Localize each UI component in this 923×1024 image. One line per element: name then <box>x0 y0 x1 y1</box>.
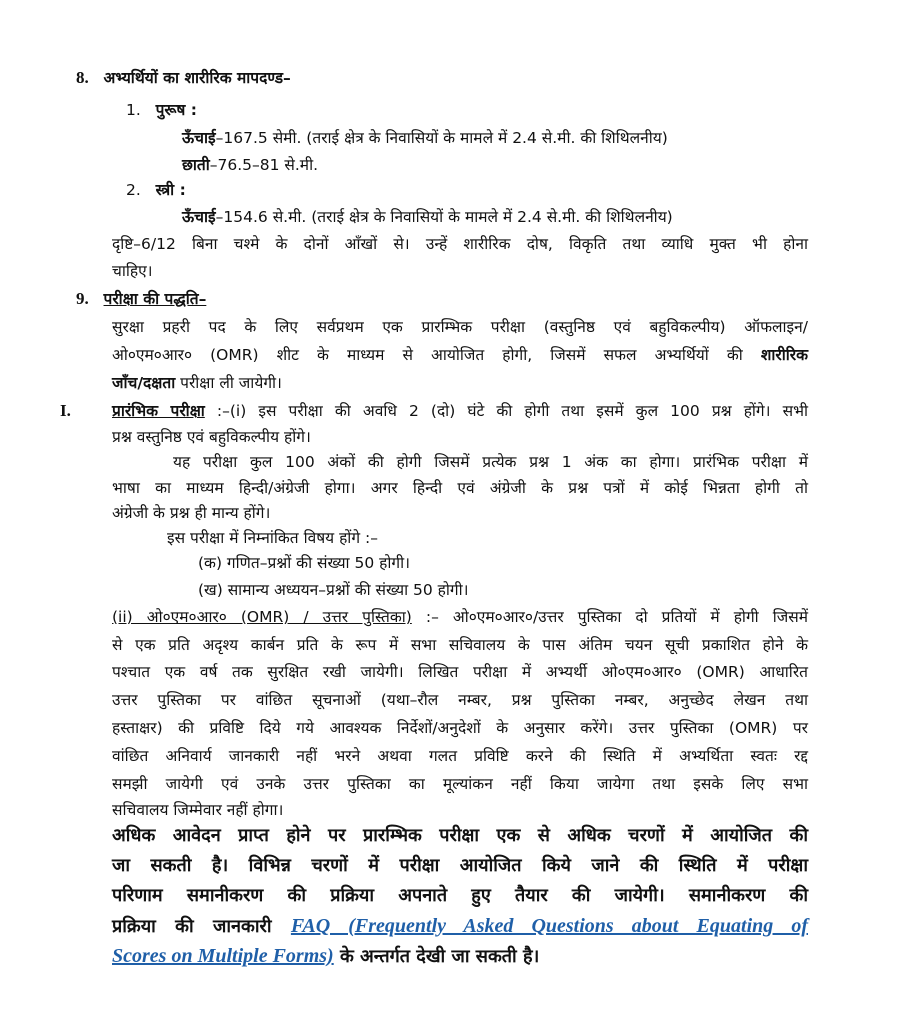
vision-line-1: दृष्टि–6/12 बिना चश्मे के दोनों आँखों से। उन्हें शारीरिक दोष, विकृति तथा व्याधि मुक्त भी होना <box>112 235 808 253</box>
omr-heading: (ii) ओ०एम०आर० (OMR) / उत्तर पुस्तिका) <box>112 608 412 626</box>
sec9-bold-term: जाँच/दक्षता <box>112 374 176 392</box>
sec9-line-3-text: परीक्षा ली जायेगी। <box>175 374 282 392</box>
item-number: 1. <box>126 101 141 119</box>
male-criteria-heading <box>126 96 197 124</box>
omr-line-1 <box>112 603 808 631</box>
subject-general-studies: (ख) सामान्य अध्ययन–प्रश्नों की संख्या 50 होगी। <box>198 581 469 599</box>
female-height-line <box>182 203 673 231</box>
secI-p2-line-3: अंग्रेजी के प्रश्न ही मान्य होंगे। <box>112 504 271 522</box>
faq-link-continued[interactable]: Scores on Multiple Forms) <box>112 945 334 967</box>
height-text: –154.6 से.मी. (तराई क्षेत्र के निवासियों के मामले में 2.4 से.मी. की शिथिलनीय) <box>215 208 673 226</box>
omr-line-3: पश्चात एक वर्ष तक सुरक्षित रखी जायेगी। लिखित परीक्षा में अभ्यर्थी ओ०एम०आर० (OMR) आधारित <box>112 663 808 681</box>
subjects-intro: इस परीक्षा में निम्नांकित विषय होंगे :– <box>167 529 378 547</box>
secI-p1-text: :–(i) इस परीक्षा की अवधि 2 (दो) घंटे की होगी तथा इसमें कुल 100 प्रश्न होंगे। सभी <box>204 402 808 420</box>
secI-p2-line-1: यह परीक्षा कुल 100 अंकों की होगी जिसमें प्रत्येक प्रश्न 1 अंक का होगा। प्रारंभिक परीक्षा में <box>173 453 808 471</box>
omr-line-1-text: :– ओ०एम०आर०/उत्तर पुस्तिका दो प्रतियों में होगी जिसमें <box>411 608 808 626</box>
male-height-line <box>182 124 668 152</box>
height-text: –167.5 सेमी. (तराई क्षेत्र के निवासियों के मामले में 2.4 से.मी. की शिथिलनीय) <box>215 129 668 147</box>
sec9-line-2 <box>112 341 808 369</box>
sec9-bold-term: शारीरिक <box>760 346 808 364</box>
chest-label: छाती <box>182 156 210 174</box>
section-number: 9. <box>76 289 89 308</box>
omr-line-5: हस्ताक्षर) की प्रविष्टि दिये गये आवश्यक निर्देशों/अनुदेशों के अनुसार करेंगे। उत्तर पुस्तिका (OMR) पर <box>112 719 808 737</box>
omr-line-7: समझी जायेगी एवं उनके उत्तर पुस्तिका का मूल्यांकन नहीं किया जायेगा तथा इसके लिए सभा <box>112 775 808 793</box>
female-criteria-heading <box>126 176 186 204</box>
item-number: 2. <box>126 181 141 199</box>
chest-text: –76.5–81 से.मी. <box>209 156 319 174</box>
height-label: ऊँचाई <box>182 208 216 226</box>
section-title: प्रारंभिक परीक्षा <box>112 402 205 420</box>
secI-p2-line-2: भाषा का माध्यम हिन्दी/अंग्रेजी होगा। अगर हिन्दी एवं अंग्रेजी के प्रश्न पत्रों में कोई भिन्नता होगी तो <box>112 479 808 497</box>
notice-line-5 <box>112 939 539 974</box>
male-chest-line <box>182 151 318 179</box>
section-number: 8. <box>76 68 89 87</box>
notice-line-5-text: के अन्तर्गत देखी जा सकती है। <box>333 946 540 967</box>
secI-p1-line-2: प्रश्न वस्तुनिष्ठ एवं बहुविकल्पीय होंगे। <box>112 428 311 446</box>
faq-link[interactable]: FAQ (Frequently Asked Questions about Equating of <box>290 915 808 937</box>
omr-line-4: उत्तर पुस्तिका पर वांछित सूचनाओं (यथा–रौल नम्बर, प्रश्न पुस्तिका नम्बर, अनुच्छेद लेखन तथा <box>112 691 808 709</box>
omr-line-2: से एक प्रति अदृश्य कार्बन प्रति के रूप में सभा सचिवालय के पास अंतिम चयन सूची प्रकाशित होने के <box>112 636 808 654</box>
notice-line-3: परिणाम समानीकरण की प्रक्रिया अपनाते हुए तैयार की जायेगी। समानीकरण की <box>112 885 808 906</box>
secI-p1-line-1 <box>112 397 808 425</box>
subject-maths: (क) गणित–प्रश्नों की संख्या 50 होगी। <box>198 554 411 572</box>
section-title: परीक्षा की पद्धति– <box>103 290 207 308</box>
height-label: ऊँचाई <box>182 129 216 147</box>
item-label: पुरूष : <box>155 101 197 119</box>
sec9-line-2-text: ओ०एम०आर० (OMR) शीट के माध्यम से आयोजित होगी, जिसमें सफल अभ्यर्थियों की <box>112 346 761 364</box>
item-label: स्त्री : <box>155 181 186 199</box>
section-title: अभ्यर्थियों का शारीरिक मापदण्ड– <box>103 69 291 87</box>
section-I-number <box>60 397 71 425</box>
omr-line-6: वांछित अनिवार्य जानकारी नहीं भरने अथवा गलत प्रविष्टि करने की स्थिति में अभ्यर्थिता स्वतः रद्द <box>112 747 808 765</box>
notice-line-1: अधिक आवेदन प्राप्त होने पर प्रारम्भिक परीक्षा एक से अधिक चरणों में आयोजित की <box>112 825 808 846</box>
section-number: I. <box>60 401 71 420</box>
notice-line-2: जा सकती है। विभिन्न चरणों में परीक्षा आयोजित किये जाने की स्थिति में परीक्षा <box>112 855 808 876</box>
notice-line-4-text: प्रक्रिया की जानकारी <box>112 916 291 937</box>
sec9-line-3 <box>112 369 282 397</box>
omr-line-8: सचिवालय जिम्मेवार नहीं होगा। <box>112 801 284 819</box>
section-9-heading <box>76 285 206 313</box>
vision-line-2: चाहिए। <box>112 262 153 280</box>
sec9-line-1: सुरक्षा प्रहरी पद के लिए सर्वप्रथम एक प्रारम्भिक परीक्षा (वस्तुनिष्ठ एवं बहुविकल्पीय) ऑफलाइन/ <box>112 318 808 336</box>
section-8-heading <box>76 64 291 92</box>
